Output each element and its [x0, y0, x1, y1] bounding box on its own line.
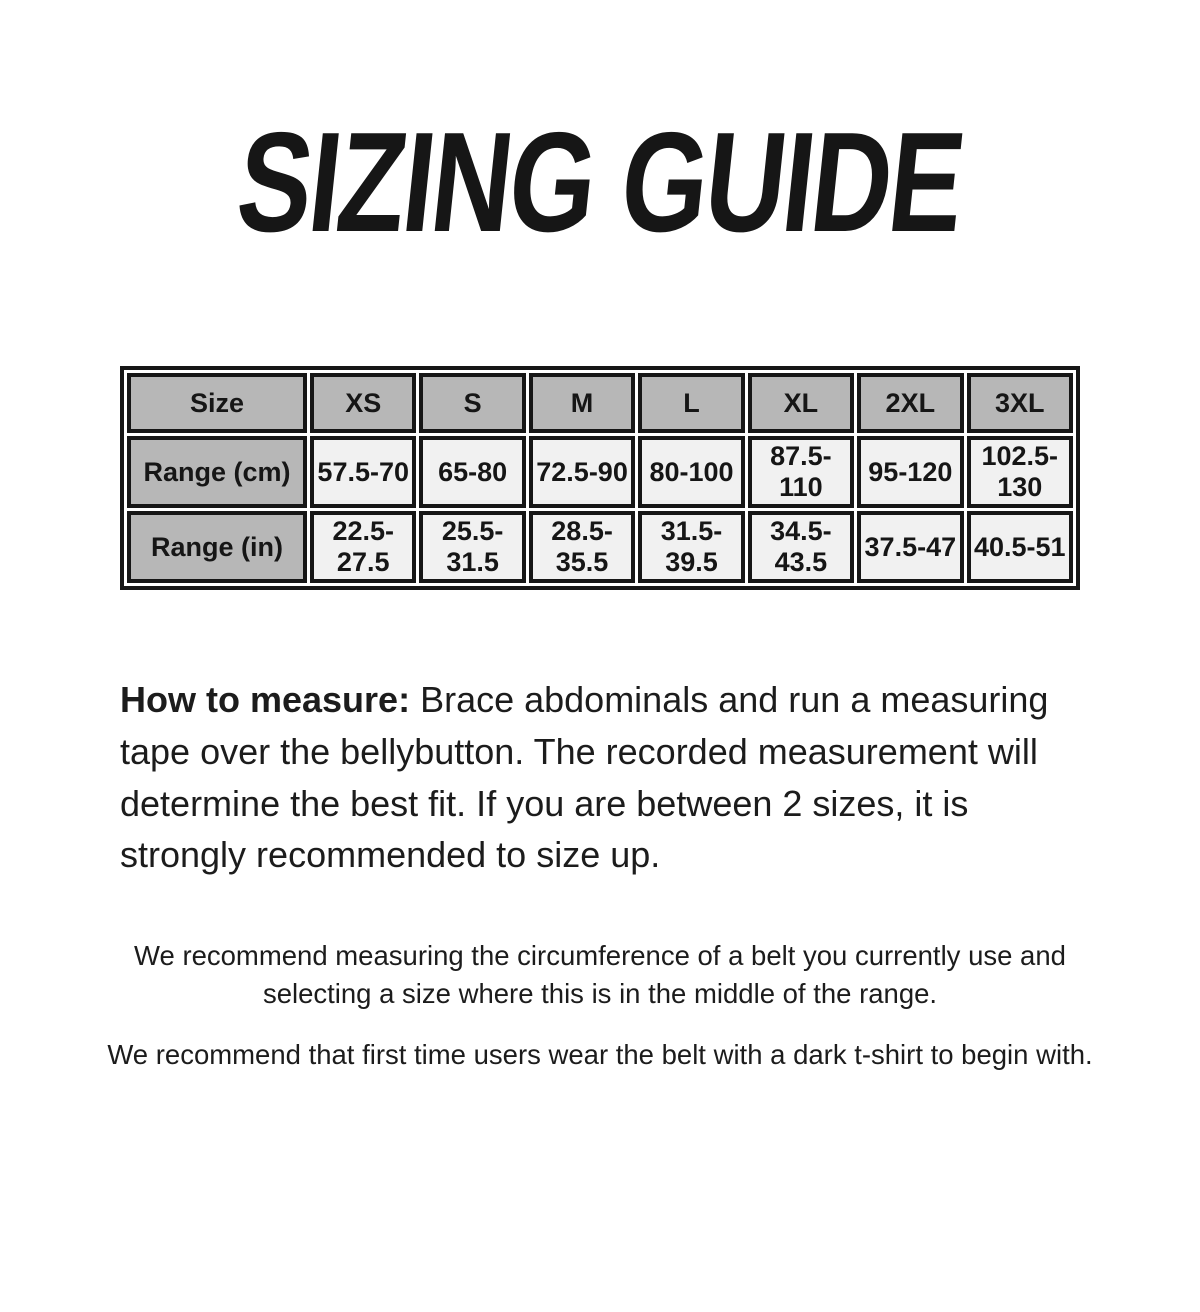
- range-cm-l: 80-100: [638, 436, 744, 508]
- table-row-range-in: [127, 511, 1073, 583]
- range-cm-xl: 87.5-110: [748, 436, 854, 508]
- range-cm-3xl: 102.5-130: [967, 436, 1073, 508]
- column-header-m: M: [529, 373, 635, 433]
- range-in-m: 28.5-35.5: [529, 511, 635, 583]
- range-in-2xl: 37.5-47: [857, 511, 963, 583]
- sizing-guide-page: [0, 103, 1200, 1312]
- how-to-measure-paragraph: [120, 674, 1078, 881]
- row-label-range-in: Range (in): [127, 511, 307, 583]
- range-in-xl: 34.5-43.5: [748, 511, 854, 583]
- range-cm-m: 72.5-90: [529, 436, 635, 508]
- range-in-s: 25.5-31.5: [419, 511, 525, 583]
- note-dark-tshirt: We recommend that first time users wear the belt with a dark t-shirt to begin with.: [107, 1039, 1093, 1071]
- column-header-xs: XS: [310, 373, 416, 433]
- range-cm-s: 65-80: [419, 436, 525, 508]
- page-title: SIZING GUIDE: [230, 103, 970, 262]
- column-header-2xl: 2XL: [857, 373, 963, 433]
- range-cm-xs: 57.5-70: [310, 436, 416, 508]
- range-in-l: 31.5-39.5: [638, 511, 744, 583]
- column-header-size: Size: [127, 373, 307, 433]
- how-to-measure-label: How to measure:: [120, 679, 411, 720]
- range-in-3xl: 40.5-51: [967, 511, 1073, 583]
- range-in-xs: 22.5-27.5: [310, 511, 416, 583]
- range-cm-2xl: 95-120: [857, 436, 963, 508]
- column-header-3xl: 3XL: [967, 373, 1073, 433]
- how-to-measure-text: Brace abdominals and run a measuring tape over the bellybutton. The recorded measurement will determine the best fit. If you are between 2 sizes, it is strongly recommended to size up.: [120, 679, 1049, 876]
- table-header-row: [127, 373, 1073, 433]
- column-header-xl: XL: [748, 373, 854, 433]
- column-header-s: S: [419, 373, 525, 433]
- note-belt-circumference: We recommend measuring the circumference of a belt you currently use and selecting a size where this is in the middle of the range.: [134, 940, 1066, 1009]
- row-label-range-cm: Range (cm): [127, 436, 307, 508]
- sizing-table: [120, 366, 1080, 590]
- table-row-range-cm: [127, 436, 1073, 508]
- column-header-l: L: [638, 373, 744, 433]
